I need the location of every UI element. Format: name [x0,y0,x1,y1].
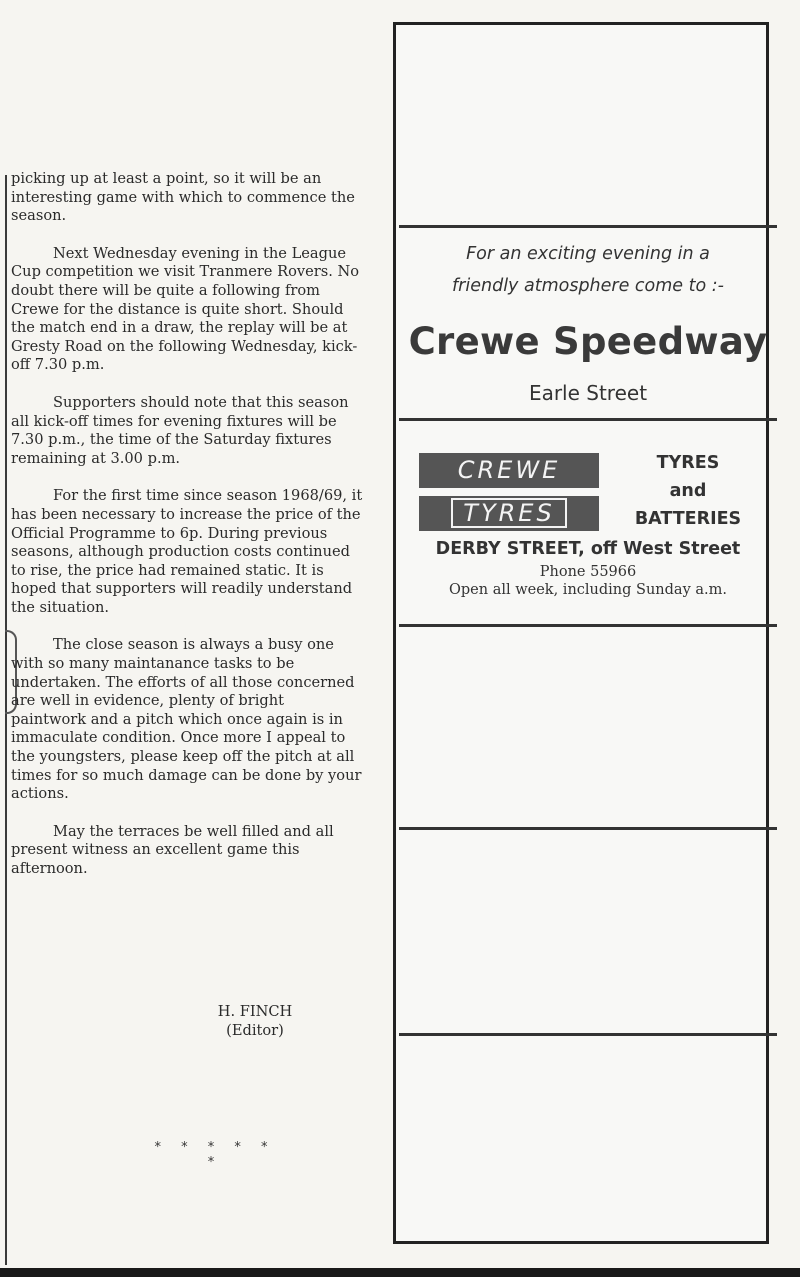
speedway-advert [399,228,777,421]
speedway-intro-line-2: friendly atmosphere come to :- [452,276,724,296]
logo-tyres-word: TYRES [451,498,566,528]
ad-panel-blank-4 [399,627,777,830]
speedway-intro-line-1: For an exciting evening in a [466,244,710,264]
tyres-services-line-1: TYRES [656,453,720,473]
tyres-phone: Phone 55966 [539,564,637,580]
scan-bottom-edge [0,1268,800,1277]
tyres-services-line-3: BATTERIES [634,509,742,529]
article-paragraph-5: The close season is always a busy one with so many maintanance tasks to be undertaken. The efforts of all those concerned are well in evidence, plenty of bright paintwork and a pitch which once again is in immaculate condition. Once more I appeal to the youngsters, please keep off the pitch at all times for so much damage can be done by your actions. [11,636,362,803]
section-divider-stars: * * * * * * [154,1140,276,1170]
tyres-advert [399,421,777,627]
ad-panel-blank-top [399,25,777,228]
article-paragraph-1: picking up at least a point, so it will be an interesting game with which to commence the season. [11,170,355,225]
article-paragraph-2: Next Wednesday evening in the League Cup competition we visit Tranmere Rovers. No doubt there will be quite a following from Crewe for the distance is quite short. Should the match end in a draw, the replay will be at Gresty Road on the following Wednesday, kick-off 7.30 p.m. [11,244,360,374]
editor-name: H. FINCH [217,1003,293,1020]
article-paragraph-6: May the terraces be well filled and all present witness an excellent game this afternoon. [11,822,334,877]
article-paragraph-4: For the first time since season 1968/69, it has been necessary to increase the price of the Official Programme to 6p. During previous seasons, although production costs continued to rise, the price had remained static. It is hoped that supporters will readily understand the situation. [11,487,363,616]
speedway-street: Earle Street [528,381,648,405]
ad-panel-blank-6 [399,1036,777,1239]
speedway-intro [399,238,777,302]
page-binding-edge [5,175,7,1265]
article-paragraph-3: Supporters should note that this season all kick-off times for evening fixtures will be 7.30 p.m., the time of the Saturday fixtures remaining at 3.00 p.m. [11,393,349,467]
speedway-name: Crewe Speedway [408,320,768,363]
tyres-hours: Open all week, including Sunday a.m. [449,582,727,598]
tyres-address: DERBY STREET, off West Street [435,539,741,559]
ad-panel-blank-5 [399,830,777,1036]
tyres-services [613,449,763,533]
logo-top-bar: CREWE [419,453,599,488]
logo-bottom-bar [419,496,599,531]
editor-signoff [195,1003,315,1040]
tyres-services-line-2: and [669,481,707,501]
crewe-tyres-logo [419,453,599,531]
editor-role: (Editor) [226,1021,284,1039]
editorial-article [11,170,363,898]
